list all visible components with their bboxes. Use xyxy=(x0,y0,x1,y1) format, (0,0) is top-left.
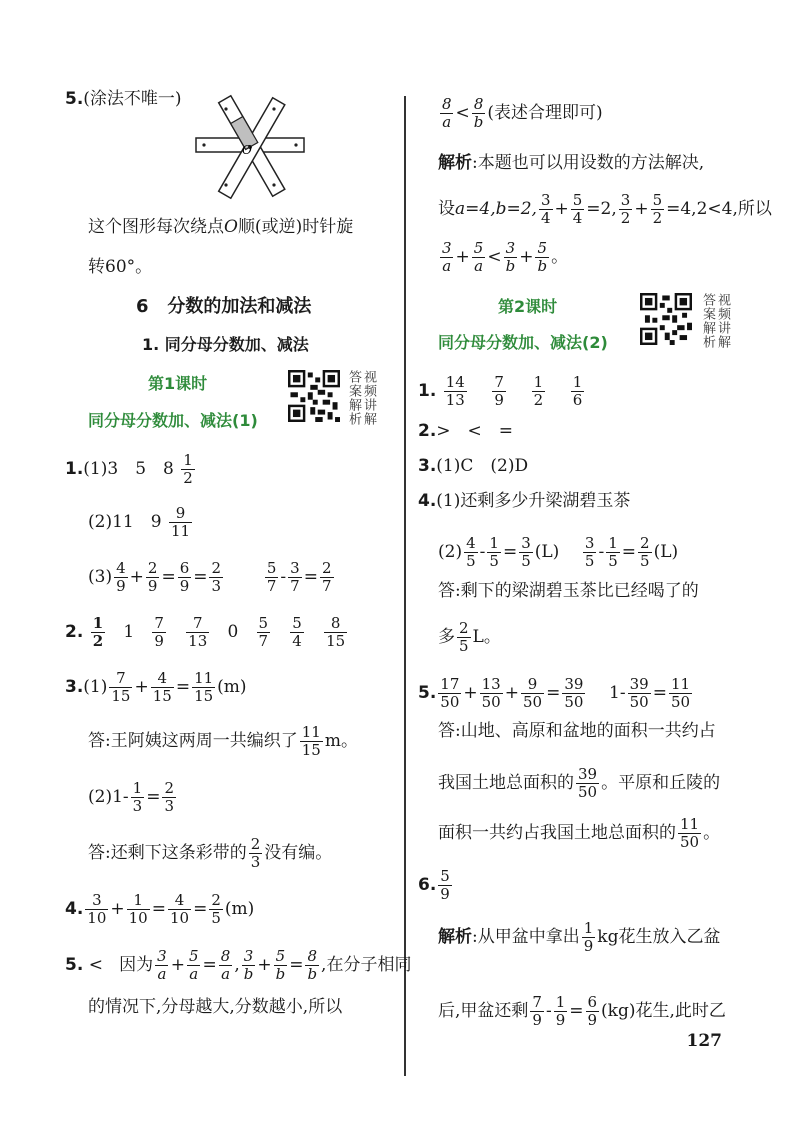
b5-answer1: 答:山地、高原和盆地的面积一共约占 xyxy=(438,721,716,741)
b4-line2: (2) $\frac{4}{5}$ - $\frac{1}{5}$ = $\frac{3}{5}$ (L) $\frac{3}{5}$ - $\frac{1}{5}$ = $\frac{2}{5}$ (L) xyxy=(438,534,679,570)
b4-answer2: 多 $\frac{2}{5}$ L。 xyxy=(438,619,501,655)
a3-answer2: 答:还剩下这条彩带的 $\frac{2}{3}$ 没有编。 xyxy=(88,835,333,871)
a2-line: 2. $\frac{1}{2}$ 1 $\frac{7}{9}$ $\frac{7}{13}$ 0 $\frac{5}{7}$ $\frac{5}{4}$ $\frac{8}{15}$ xyxy=(65,614,346,650)
lesson1-subtitle: 同分母分数加、减法(1) xyxy=(88,411,258,430)
b6-line1: 6. $\frac{5}{9}$ xyxy=(418,867,450,903)
column-divider xyxy=(404,96,406,1076)
b6-analysis1: 解析:从甲盆中拿出 $\frac{1}{9}$ kg花生放入乙盆 xyxy=(438,919,721,955)
analysis-line2: 设a=4,b=2, $\frac{3}{4}$ + $\frac{5}{4}$ =2, $\frac{3}{2}$ + $\frac{5}{2}$ =4,2<4,所以 xyxy=(438,191,772,227)
qr-caption: 视频讲解答案解析 xyxy=(346,370,376,426)
qr-code[interactable] xyxy=(288,370,340,422)
b5-line1: 5. $\frac{17}{50}$ + $\frac{13}{50}$ + $\frac{9}{50}$ = $\frac{39}{50}$ 1- $\frac{39}{50}$ = $\frac{11}{50}$ xyxy=(418,675,691,711)
b5-answer3: 面积一共约占我国土地总面积的 $\frac{11}{50}$ 。 xyxy=(438,815,721,851)
b-top-line: $\frac{8}{a}$ < $\frac{8}{b}$ (表述合理即可) xyxy=(442,95,603,131)
b4-line1: 4.(1)还剩多少升梁湖碧玉茶 xyxy=(418,491,631,511)
b6-analysis2: 后,甲盆还剩 $\frac{7}{9}$ - $\frac{1}{9}$ = $\frac{6}{9}$ (kg)花生,此时乙 xyxy=(438,993,726,1029)
b1-line: 1. $\frac{14}{13}$ $\frac{7}{9}$ $\frac{1}{2}$ $\frac{1}{6}$ xyxy=(418,373,583,409)
a5-line2: 的情况下,分母越大,分数越小,所以 xyxy=(88,997,343,1017)
a1-line2: (2)11 9 $\frac{9}{11}$ xyxy=(88,504,191,540)
rotation-figure xyxy=(190,92,310,202)
b4-answer1: 答:剩下的梁湖碧玉茶比已经喝了的 xyxy=(438,581,699,601)
a1-line3: (3) $\frac{4}{9}$ + $\frac{2}{9}$ = $\frac{6}{9}$ = $\frac{2}{3}$ $\frac{5}{7}$ - $\frac{3}{7}$ = $\frac{2}{7}$ xyxy=(88,559,332,595)
page-number: 127 xyxy=(686,1031,722,1051)
q5-header: 5.(涂法不唯一) xyxy=(65,89,182,109)
analysis-line3: $\frac{3}{a}$ + $\frac{5}{a}$ < $\frac{3}{b}$ + $\frac{5}{b}$ 。 xyxy=(442,239,569,275)
lesson2-title: 第2课时 xyxy=(498,297,558,316)
a3-line1: 3.(1) $\frac{7}{15}$ + $\frac{4}{15}$ = $\frac{11}{15}$ (m) xyxy=(65,669,247,705)
lesson1-title: 第1课时 xyxy=(148,374,208,393)
section-heading: 1. 同分母分数加、减法 xyxy=(142,335,309,354)
b3-line: 3.(1)C (2)D xyxy=(418,456,529,476)
lesson2-subtitle: 同分母分数加、减法(2) xyxy=(438,333,608,352)
q5-desc2: 转60°。 xyxy=(88,257,153,277)
chapter-heading: 6 分数的加法和减法 xyxy=(136,296,312,317)
a4-line: 4. $\frac{3}{10}$ + $\frac{1}{10}$ = $\frac{4}{10}$ = $\frac{2}{5}$ (m) xyxy=(65,891,255,927)
qr-caption-2: 视频讲解答案解析 xyxy=(700,293,730,349)
qr-code-2[interactable] xyxy=(640,293,692,345)
a1-line1: 1.(1)3 5 8 $\frac{1}{2}$ xyxy=(65,451,193,487)
a3-answer1: 答:王阿姨这两周一共编织了 $\frac{11}{15}$ m。 xyxy=(88,723,358,759)
point-o-label: O xyxy=(242,143,252,157)
q5-desc: 这个图形每次绕点O顺(或逆)时针旋 xyxy=(88,217,354,237)
b5-answer2: 我国土地总面积的 $\frac{39}{50}$ 。平原和丘陵的 xyxy=(438,765,721,801)
analysis-line1: 解析:本题也可以用设数的方法解决, xyxy=(438,153,705,173)
a3-line2: (2)1- $\frac{1}{3}$ = $\frac{2}{3}$ xyxy=(88,779,174,815)
b2-line: 2.> < = xyxy=(418,421,514,441)
a5-line1: 5. < 因为 $\frac{3}{a}$ + $\frac{5}{a}$ = $\frac{8}{a}$ , $\frac{3}{b}$ + $\frac{5}{b}$ = $\frac{8}{b}$ ,在分子相同 xyxy=(65,947,412,983)
